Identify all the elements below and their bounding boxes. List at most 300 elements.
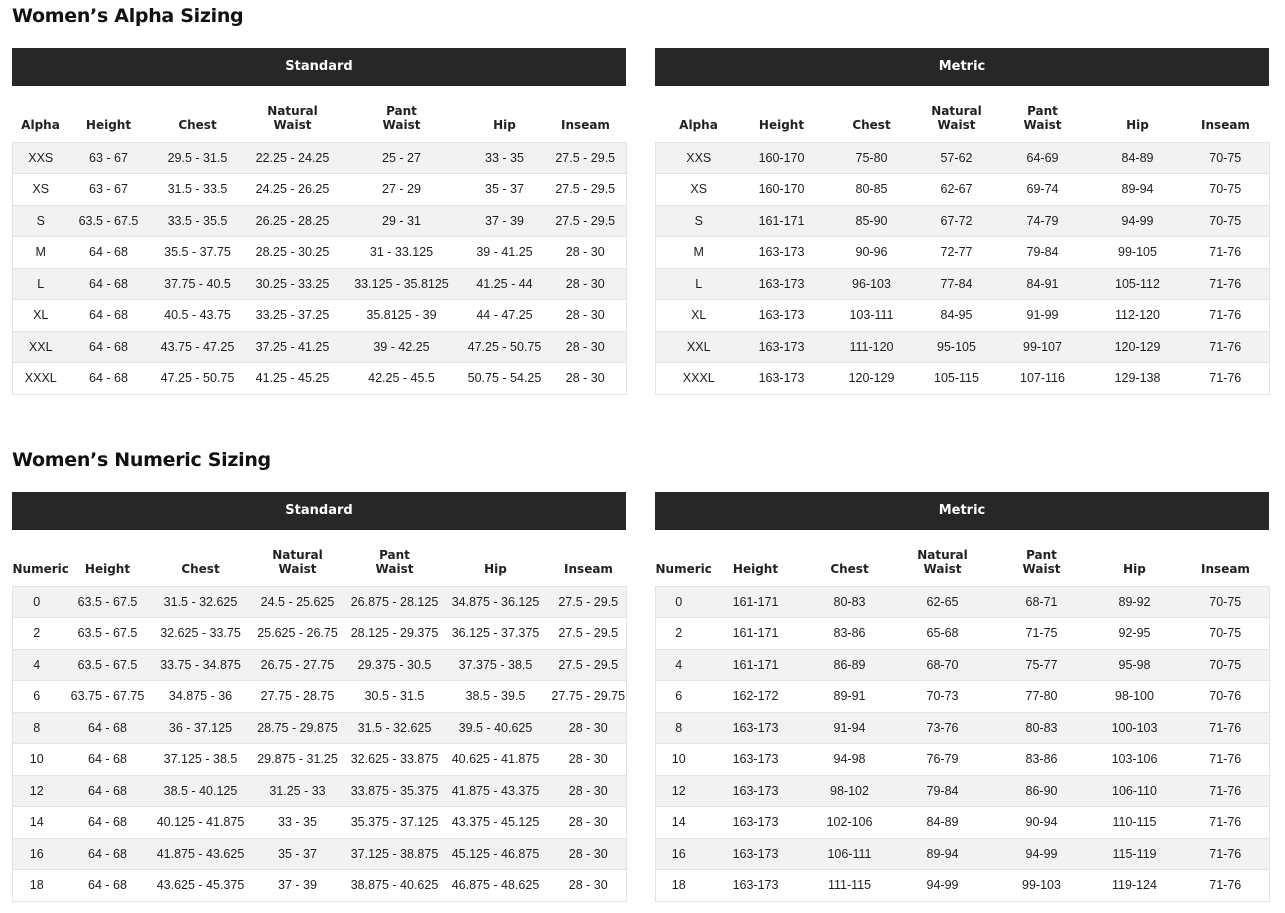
table-cell: 69-74 (992, 174, 1094, 206)
table-cell: 63.5 - 67.5 (61, 649, 155, 681)
table-row (656, 712, 1270, 744)
column-header-text: Natural (272, 547, 323, 562)
column-header-text: Pant (386, 103, 417, 118)
table-row (13, 775, 627, 807)
table-row (656, 744, 1270, 776)
column-header-text: Waist (273, 117, 312, 132)
table-cell: 40.125 - 41.875 (155, 807, 247, 839)
table-cell: 71-76 (1182, 775, 1270, 807)
table-cell: 14 (13, 807, 61, 839)
table-cell: 84-91 (992, 268, 1094, 300)
column-header (702, 530, 810, 586)
column-header-text: Hip (1123, 561, 1146, 576)
table-cell: 47.25 - 50.75 (465, 331, 545, 363)
numeric-standard-panel (12, 492, 626, 902)
table-cell: 92-95 (1088, 618, 1182, 650)
table-row (656, 142, 1270, 174)
table-cell: 71-76 (1182, 744, 1270, 776)
table-cell: 105-115 (922, 363, 992, 395)
table-cell: 4 (656, 649, 702, 681)
table-cell: 163-173 (702, 838, 810, 870)
table-cell: 31.5 - 32.625 (155, 586, 247, 618)
table-cell: 24.5 - 25.625 (247, 586, 349, 618)
table-row (13, 268, 627, 300)
table-row (13, 807, 627, 839)
table-cell: 161-171 (742, 205, 822, 237)
table-cell: 46.875 - 48.625 (441, 870, 551, 902)
column-header-text: Waist (382, 117, 421, 132)
table-cell: 63 - 67 (69, 142, 149, 174)
table-cell: 43.625 - 45.375 (155, 870, 247, 902)
column-header-text: Hip (493, 117, 516, 132)
column-header (155, 530, 247, 586)
table-cell: 98-100 (1088, 681, 1182, 713)
table-cell: 163-173 (742, 300, 822, 332)
table-cell: 6 (656, 681, 702, 713)
table-row (13, 586, 627, 618)
table-row (13, 838, 627, 870)
table-cell: 94-99 (890, 870, 996, 902)
table-cell: 73-76 (890, 712, 996, 744)
column-header (1094, 86, 1182, 142)
table-cell: 63.5 - 67.5 (61, 586, 155, 618)
table-row (13, 744, 627, 776)
table-cell: 63.5 - 67.5 (69, 205, 149, 237)
table-cell: 75-80 (822, 142, 922, 174)
table-cell: 28.25 - 30.25 (247, 237, 339, 269)
table-cell: 160-170 (742, 142, 822, 174)
table-cell: 84-95 (922, 300, 992, 332)
table-row (656, 807, 1270, 839)
table-cell: 31.5 - 32.625 (349, 712, 441, 744)
table-cell: 28 - 30 (551, 775, 627, 807)
table-cell: 80-83 (810, 586, 890, 618)
table-cell: 27.75 - 29.75 (551, 681, 627, 713)
table-row (656, 838, 1270, 870)
table-row (656, 775, 1270, 807)
table-row (13, 363, 627, 395)
table-cell: 2 (656, 618, 702, 650)
table-cell: 64 - 68 (61, 744, 155, 776)
table-cell: 95-105 (922, 331, 992, 363)
column-header-text: Waist (923, 561, 962, 576)
table-cell: 77-84 (922, 268, 992, 300)
table-cell: 41.25 - 45.25 (247, 363, 339, 395)
table-cell: 160-170 (742, 174, 822, 206)
table-cell: 33.875 - 35.375 (349, 775, 441, 807)
table-cell: 31.5 - 33.5 (149, 174, 247, 206)
table-row (656, 205, 1270, 237)
table-cell: 62-67 (922, 174, 992, 206)
table-cell: 64 - 68 (69, 268, 149, 300)
table-cell: 57-62 (922, 142, 992, 174)
table-cell: 161-171 (702, 618, 810, 650)
table-cell: 84-89 (890, 807, 996, 839)
table-cell: 80-83 (996, 712, 1088, 744)
table-cell: 26.25 - 28.25 (247, 205, 339, 237)
table-cell: 16 (656, 838, 702, 870)
table-cell: 112-120 (1094, 300, 1182, 332)
table-cell: 85-90 (822, 205, 922, 237)
table-cell: 39 - 42.25 (339, 331, 465, 363)
table-cell: 86-89 (810, 649, 890, 681)
table-cell: 62-65 (890, 586, 996, 618)
column-header-text: Inseam (1201, 117, 1250, 132)
column-header (465, 86, 545, 142)
table-cell: 22.25 - 24.25 (247, 142, 339, 174)
table-cell: XL (656, 300, 742, 332)
column-header (69, 86, 149, 142)
table-cell: 70-75 (1182, 618, 1270, 650)
table-cell: 94-98 (810, 744, 890, 776)
column-header-text: Numeric (655, 561, 712, 576)
table-cell: 2 (13, 618, 61, 650)
table-cell: 41.25 - 44 (465, 268, 545, 300)
table-cell: 162-172 (702, 681, 810, 713)
table-row (656, 237, 1270, 269)
table-cell: 37.375 - 38.5 (441, 649, 551, 681)
table-cell: 98-102 (810, 775, 890, 807)
table-cell: 71-76 (1182, 300, 1270, 332)
table-row (656, 618, 1270, 650)
table-cell: 71-76 (1182, 838, 1270, 870)
table-row (13, 237, 627, 269)
table-cell: 163-173 (742, 363, 822, 395)
column-header (1182, 86, 1270, 142)
table-cell: 84-89 (1094, 142, 1182, 174)
table-cell: 12 (656, 775, 702, 807)
table-cell: 44 - 47.25 (465, 300, 545, 332)
table-row (656, 363, 1270, 395)
column-header-text: Natural (931, 103, 982, 118)
table-cell: L (656, 268, 742, 300)
table-cell: L (13, 268, 69, 300)
table-cell: 103-111 (822, 300, 922, 332)
table-cell: 18 (13, 870, 61, 902)
table-cell: 129-138 (1094, 363, 1182, 395)
table-cell: 32.625 - 33.875 (349, 744, 441, 776)
table-cell: 39.5 - 40.625 (441, 712, 551, 744)
table-cell: 27.5 - 29.5 (551, 586, 627, 618)
column-header-text: Hip (1126, 117, 1149, 132)
table-cell: 35 - 37 (247, 838, 349, 870)
table-cell: 6 (13, 681, 61, 713)
column-header (742, 86, 822, 142)
table-cell: 120-129 (822, 363, 922, 395)
table-cell: XS (656, 174, 742, 206)
column-header (992, 86, 1094, 142)
column-header-text: Chest (852, 117, 891, 132)
table-cell: 99-107 (992, 331, 1094, 363)
table-cell: 89-94 (890, 838, 996, 870)
table-cell: 161-171 (702, 586, 810, 618)
table-cell: XL (13, 300, 69, 332)
table-cell: 27.5 - 29.5 (545, 174, 627, 206)
table-cell: 28 - 30 (551, 838, 627, 870)
table-cell: 35.5 - 37.75 (149, 237, 247, 269)
table-cell: 163-173 (702, 807, 810, 839)
table-cell: XXL (656, 331, 742, 363)
table-cell: 64 - 68 (61, 775, 155, 807)
table-cell: 110-115 (1088, 807, 1182, 839)
numeric-metric-panel (655, 492, 1269, 902)
table-cell: 38.875 - 40.625 (349, 870, 441, 902)
table-cell: 43.75 - 47.25 (149, 331, 247, 363)
column-header (1088, 530, 1182, 586)
column-header-text: Chest (181, 561, 220, 576)
table-row (656, 870, 1270, 902)
column-header (12, 530, 69, 586)
table-cell: 86-90 (996, 775, 1088, 807)
table-cell: 40.5 - 43.75 (149, 300, 247, 332)
table-cell: 42.25 - 45.5 (339, 363, 465, 395)
table-cell: 39 - 41.25 (465, 237, 545, 269)
table-cell: 33.25 - 37.25 (247, 300, 339, 332)
table-cell: 34.875 - 36 (155, 681, 247, 713)
column-header-text: Waist (937, 117, 976, 132)
table-cell: 36 - 37.125 (155, 712, 247, 744)
column-header-text: Waist (1022, 561, 1061, 576)
table-cell: 77-80 (996, 681, 1088, 713)
column-header-text: Height (85, 117, 132, 132)
column-header (551, 530, 627, 586)
column-header-text: Hip (484, 561, 507, 576)
table-cell: 163-173 (702, 775, 810, 807)
table-cell: 70-75 (1182, 586, 1270, 618)
table-row (13, 205, 627, 237)
table-cell: 27.75 - 28.75 (247, 681, 349, 713)
column-header (655, 530, 712, 586)
table-cell: 28 - 30 (545, 300, 627, 332)
numeric-section-title: Women’s Numeric Sizing (12, 449, 271, 471)
table-cell: 74-79 (992, 205, 1094, 237)
table-cell: 63 - 67 (69, 174, 149, 206)
column-header (890, 530, 996, 586)
table-cell: 75-77 (996, 649, 1088, 681)
table-cell: 99-103 (996, 870, 1088, 902)
table-cell: 80-85 (822, 174, 922, 206)
table-header-row (656, 86, 1270, 142)
table-cell: 115-119 (1088, 838, 1182, 870)
table-row (13, 649, 627, 681)
table-cell: 33.75 - 34.875 (155, 649, 247, 681)
table-cell: 89-91 (810, 681, 890, 713)
table-cell: 38.5 - 40.125 (155, 775, 247, 807)
table-cell: 37.75 - 40.5 (149, 268, 247, 300)
column-header-text: Height (732, 561, 779, 576)
table-cell: 28 - 30 (551, 712, 627, 744)
table-row (656, 174, 1270, 206)
column-header-text: Natural (917, 547, 968, 562)
table-cell: 79-84 (992, 237, 1094, 269)
alpha-standard-header: Standard (12, 48, 626, 86)
table-cell: 106-111 (810, 838, 890, 870)
table-cell: 34.875 - 36.125 (441, 586, 551, 618)
column-header (13, 86, 69, 142)
column-header-text: Waist (375, 561, 414, 576)
table-cell: 71-76 (1182, 807, 1270, 839)
table-cell: 30.25 - 33.25 (247, 268, 339, 300)
table-row (13, 142, 627, 174)
table-cell: 64 - 68 (61, 807, 155, 839)
table-cell: 83-86 (810, 618, 890, 650)
table-cell: 163-173 (742, 331, 822, 363)
table-cell: 12 (13, 775, 61, 807)
table-cell: 163-173 (702, 712, 810, 744)
table-cell: 99-105 (1094, 237, 1182, 269)
table-cell: 83-86 (996, 744, 1088, 776)
table-cell: 37 - 39 (465, 205, 545, 237)
table-cell: 28 - 30 (551, 870, 627, 902)
column-header-text: Chest (830, 561, 869, 576)
table-cell: 111-115 (810, 870, 890, 902)
table-cell: XS (13, 174, 69, 206)
table-row (13, 712, 627, 744)
column-header-text: Waist (278, 561, 317, 576)
table-cell: 76-79 (890, 744, 996, 776)
table-cell: 100-103 (1088, 712, 1182, 744)
numeric-standard-header: Standard (12, 492, 626, 530)
column-header-text: Alpha (679, 117, 718, 132)
column-header (822, 86, 922, 142)
table-cell: 10 (656, 744, 702, 776)
table-cell: 27 - 29 (339, 174, 465, 206)
table-cell: 33.5 - 35.5 (149, 205, 247, 237)
table-cell: 64 - 68 (61, 870, 155, 902)
table-cell: 18 (656, 870, 702, 902)
column-header-text: Numeric (12, 561, 69, 576)
table-cell: 43.375 - 45.125 (441, 807, 551, 839)
table-cell: 50.75 - 54.25 (465, 363, 545, 395)
table-cell: 64 - 68 (69, 237, 149, 269)
table-cell: 29.375 - 30.5 (349, 649, 441, 681)
table-cell: 70-75 (1182, 205, 1270, 237)
table-cell: 24.25 - 26.25 (247, 174, 339, 206)
table-cell: 64 - 68 (69, 363, 149, 395)
table-cell: 90-94 (996, 807, 1088, 839)
table-cell: 26.875 - 28.125 (349, 586, 441, 618)
column-header (339, 86, 465, 142)
table-cell: 119-124 (1088, 870, 1182, 902)
table-cell: 64 - 68 (69, 331, 149, 363)
table-cell: 45.125 - 46.875 (441, 838, 551, 870)
table-row (656, 331, 1270, 363)
column-header (247, 530, 349, 586)
table-cell: 37.125 - 38.5 (155, 744, 247, 776)
table-cell: 70-75 (1182, 174, 1270, 206)
alpha-standard-panel (12, 48, 626, 395)
table-cell: 27.5 - 29.5 (545, 142, 627, 174)
table-cell: 91-94 (810, 712, 890, 744)
column-header-text: Pant (379, 547, 410, 562)
table-cell: 71-76 (1182, 712, 1270, 744)
table-cell: 14 (656, 807, 702, 839)
table-cell: 33.125 - 35.8125 (339, 268, 465, 300)
table-cell: 70-73 (890, 681, 996, 713)
column-header (149, 86, 247, 142)
numeric-metric-header: Metric (655, 492, 1269, 530)
table-cell: 28 - 30 (545, 363, 627, 395)
table-cell: 120-129 (1094, 331, 1182, 363)
column-header (349, 530, 441, 586)
table-cell: S (13, 205, 69, 237)
table-header-row (13, 530, 627, 586)
column-header-text: Pant (1026, 547, 1057, 562)
table-cell: 33 - 35 (247, 807, 349, 839)
alpha-metric-header: Metric (655, 48, 1269, 86)
table-cell: 64 - 68 (61, 712, 155, 744)
table-cell: 4 (13, 649, 61, 681)
table-cell: 71-76 (1182, 237, 1270, 269)
table-cell: 10 (13, 744, 61, 776)
table-row (656, 586, 1270, 618)
table-cell: 29.5 - 31.5 (149, 142, 247, 174)
table-cell: 31.25 - 33 (247, 775, 349, 807)
numeric-standard-table (12, 530, 627, 902)
table-cell: 71-76 (1182, 331, 1270, 363)
column-header (247, 86, 339, 142)
column-header-text: Waist (1023, 117, 1062, 132)
table-cell: 28 - 30 (545, 331, 627, 363)
column-header-text: Height (758, 117, 805, 132)
table-cell: 16 (13, 838, 61, 870)
table-cell: 111-120 (822, 331, 922, 363)
table-cell: 8 (656, 712, 702, 744)
table-cell: 26.75 - 27.75 (247, 649, 349, 681)
table-cell: 30.5 - 31.5 (349, 681, 441, 713)
table-cell: 67-72 (922, 205, 992, 237)
table-cell: 29 - 31 (339, 205, 465, 237)
table-cell: 37.125 - 38.875 (349, 838, 441, 870)
table-cell: XXXL (656, 363, 742, 395)
table-cell: 106-110 (1088, 775, 1182, 807)
column-header (61, 530, 155, 586)
table-cell: 70-76 (1182, 681, 1270, 713)
table-cell: 0 (13, 586, 61, 618)
table-cell: M (656, 237, 742, 269)
table-cell: S (656, 205, 742, 237)
table-cell: 38.5 - 39.5 (441, 681, 551, 713)
table-cell: 36.125 - 37.375 (441, 618, 551, 650)
table-cell: 41.875 - 43.375 (441, 775, 551, 807)
table-row (13, 300, 627, 332)
table-row (656, 268, 1270, 300)
numeric-metric-table (655, 530, 1270, 902)
table-cell: 71-76 (1182, 268, 1270, 300)
table-cell: 79-84 (890, 775, 996, 807)
table-cell: 37.25 - 41.25 (247, 331, 339, 363)
table-cell: 163-173 (702, 870, 810, 902)
table-cell: 31 - 33.125 (339, 237, 465, 269)
table-cell: 163-173 (742, 237, 822, 269)
column-header (996, 530, 1088, 586)
table-cell: 70-75 (1182, 649, 1270, 681)
table-row (656, 649, 1270, 681)
table-cell: 64-69 (992, 142, 1094, 174)
alpha-metric-panel (655, 48, 1269, 395)
table-cell: XXS (13, 142, 69, 174)
table-row (13, 681, 627, 713)
column-header (1182, 530, 1270, 586)
table-cell: 35 - 37 (465, 174, 545, 206)
table-cell: 70-75 (1182, 142, 1270, 174)
table-cell: 29.875 - 31.25 (247, 744, 349, 776)
table-cell: 32.625 - 33.75 (155, 618, 247, 650)
table-cell: 64 - 68 (61, 838, 155, 870)
table-row (656, 681, 1270, 713)
column-header-text: Chest (178, 117, 217, 132)
table-cell: 28.125 - 29.375 (349, 618, 441, 650)
